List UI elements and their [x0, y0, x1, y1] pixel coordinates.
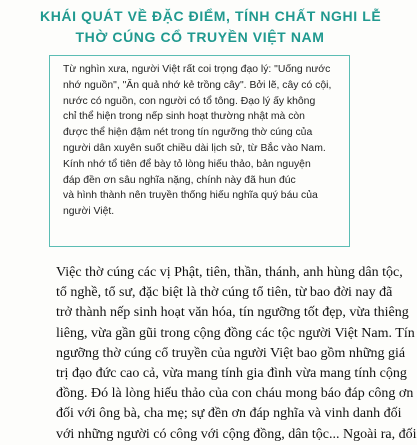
intro-line: Từ nghìn xưa, người Việt rất coi trọng đạo lý: "Uống nước [63, 64, 331, 75]
intro-line: được thể hiện đậm nét trong tín ngưỡng thờ cúng của [63, 127, 313, 139]
body-line: đồng. Đó là lòng hiếu thảo của con cháu mong báo đáp công ơn [56, 386, 414, 402]
intro-line: đáp đền ơn sâu nghĩa nặng, chính này đã hun đúc [63, 174, 296, 186]
section-heading [40, 6, 382, 48]
section-heading-line: THỜ CÚNG CỔ TRUYỀN VIỆT NAM [75, 29, 325, 45]
body-line: ngưỡng thờ cúng cổ truyền của người Việt bao gồm những giá [56, 345, 406, 361]
body-line: đối với ông bà, cha mẹ; sự đền ơn đáp nghĩa và vinh danh đối [56, 406, 402, 422]
body-line: liêng, vừa gần gũi trong cộng đồng các tộc người Việt Nam. Tín [56, 325, 415, 341]
section-heading-line: KHÁI QUÁT VỀ ĐẶC ĐIỂM, TÍNH CHẤT NGHI LỄ [40, 8, 382, 24]
body-line: Việc thờ cúng các vị Phật, tiên, thần, thánh, anh hùng dân tộc, [56, 265, 403, 280]
intro-line: nhớ nguồn", "Ăn quả nhớ kẻ trồng cây". Bởi lẽ, cây có cội, [63, 79, 332, 91]
intro-line: và hình thành nên truyền thống hiếu nghĩa quý báu của [63, 190, 318, 202]
intro-line: nước có nguồn, con người có tổ tông. Đạo lý ấy không [63, 95, 316, 107]
intro-line: chỉ thể hiện trong nếp sinh hoạt thường nhật mà còn [63, 111, 305, 123]
intro-line: người Việt. [63, 206, 115, 218]
intro-box-text [63, 62, 349, 220]
body-line: tổ nghề, tổ sư, đặc biệt là thờ cúng tổ tiên, từ bao đời nay đã [56, 285, 393, 301]
intro-line: người dân xuyên suốt chiều dài lịch sử, từ Bắc vào Nam. [63, 142, 326, 154]
body-line: trở thành nếp sinh hoạt văn hóa, tín ngưỡng tốt đẹp, vừa thiêng [56, 305, 409, 321]
body-line: trị đạo đức cao cả, vừa mang tính gia đình vừa mang tính cộng [56, 366, 407, 382]
body-line: với những người có công với cộng đồng, dân tộc... Ngoài ra, đối [56, 426, 417, 442]
intro-line: Kính nhớ tổ tiên để bày tỏ lòng hiếu thảo, bản nguyện [63, 158, 311, 170]
body-paragraph [56, 263, 417, 445]
